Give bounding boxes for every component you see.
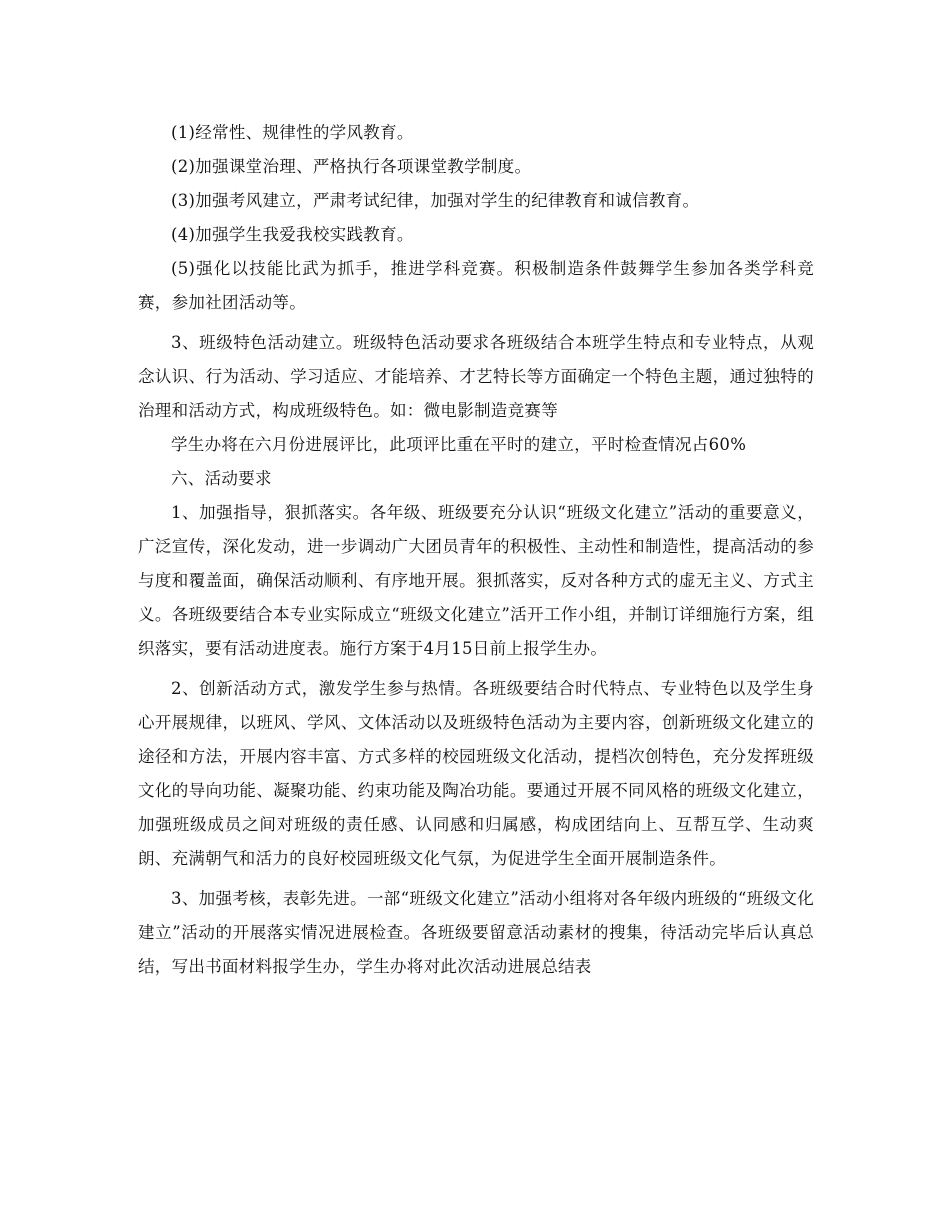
- paragraph-study-style-1: (1)经常性、规律性的学风教育。: [171, 123, 414, 142]
- document-body: [138, 116, 814, 990]
- paragraph-study-style-5: (5)强化以技能比武为抓手，推进学科竞赛。积极制造条件鼓舞学生参加各类学科竞赛，参加社团活动等。: [138, 259, 814, 312]
- paragraph-requirement-1: 1、加强指导，狠抓落实。各年级、班级要充分认识“班级文化建立”活动的重要意义，广泛宣传，深化发动，进一步调动广大团员青年的积极性、主动性和制造性，提高活动的参与度和覆盖面，确保活动顺利、有序地开展。狠抓落实，反对各种方式的虚无主义、方式主义。各班级要结合本专业实际成立“班级文化建立”活开工作小组，并制订详细施行方案，组织落实，要有活动进度表。施行方案于4月15日前上报学生办。: [138, 503, 814, 658]
- paragraph-requirement-2: 2、创新活动方式，激发学生参与热情。各班级要结合时代特点、专业特色以及学生身心开展规律，以班风、学风、文体活动以及班级特色活动为主要内容，创新班级文化建立的途径和方法，开展内容丰富、方式多样的校园班级文化活动，提档次创特色，充分发挥班级文化的导向功能、凝聚功能、约束功能及陶冶功能。要通过开展不同风格的班级文化建立，加强班级成员之间对班级的责任感、认同感和归属感，构成团结向上、互帮互学、生动爽朗、充满朝气和活力的良好校园班级文化气氛，为促进学生全面开展制造条件。: [138, 679, 814, 868]
- section-heading-activity-requirements: 六、活动要求: [171, 469, 272, 488]
- paragraph-evaluation-note: 学生办将在六月份进展评比，此项评比重在平时的建立，平时检查情况占60%: [171, 435, 747, 454]
- paragraph-class-feature: 3、班级特色活动建立。班级特色活动要求各班级结合本班学生特点和专业特点，从观念认识、行为活动、学习适应、才能培养、才艺特长等方面确定一个特色主题，通过独特的治理和活动方式，构成班级特色。如：微电影制造竞赛等: [138, 333, 814, 420]
- paragraph-study-style-2: (2)加强课堂治理、严格执行各项课堂教学制度。: [171, 157, 532, 176]
- paragraph-study-style-4: (4)加强学生我爱我校实践教育。: [171, 225, 414, 244]
- paragraph-requirement-3: 3、加强考核，表彰先进。一部“班级文化建立”活动小组将对各年级内班级的“班级文化建立”活动的开展落实情况进展检查。各班级要留意活动素材的搜集，待活动完毕后认真总结，写出书面材料报学生办，学生办将对此次活动进展总结表: [138, 889, 814, 976]
- paragraph-study-style-3: (3)加强考风建立，严肃考试纪律，加强对学生的纪律教育和诚信教育。: [171, 191, 700, 210]
